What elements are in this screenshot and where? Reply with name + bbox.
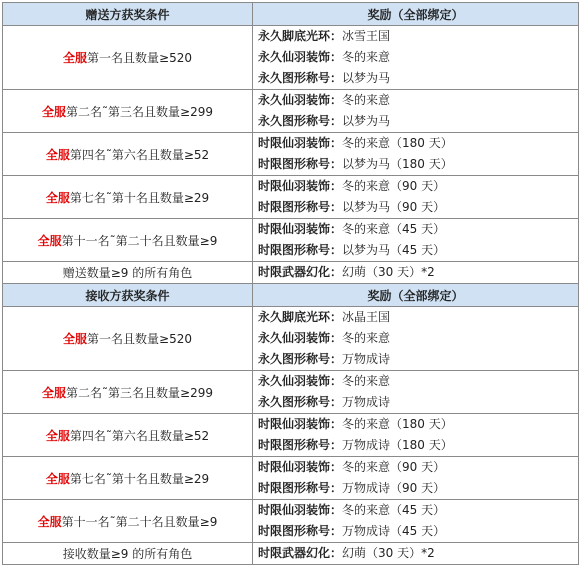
reward-type-label: 时限仙羽装饰： (258, 460, 343, 474)
reward-line (258, 371, 573, 392)
table-row (3, 500, 579, 543)
reward-line (258, 307, 573, 328)
condition-cell (3, 307, 253, 371)
reward-line (258, 521, 573, 542)
reward-line (258, 176, 573, 197)
reward-type-label: 永久仙羽装饰： (258, 331, 343, 345)
condition-cell (3, 414, 253, 457)
reward-cell (253, 26, 579, 90)
reward-type-label: 时限武器幻化： (258, 265, 343, 279)
table-row (3, 414, 579, 457)
reward-item-name: 以梦为马 (342, 71, 391, 85)
reward-line (258, 240, 573, 261)
reward-item-name: 万物成诗 (342, 395, 391, 409)
reward-type-label: 永久脚底光环： (258, 29, 343, 43)
server-wide-highlight: 全服 (45, 190, 70, 205)
reward-column-header: 奖励（全部绑定） (253, 284, 579, 307)
reward-line (258, 500, 573, 521)
condition-cell (3, 262, 253, 284)
table-row (3, 307, 579, 371)
reward-item-name: 以梦为马 (342, 114, 391, 128)
reward-type-label: 永久仙羽装饰： (258, 93, 343, 107)
reward-line (258, 68, 573, 89)
reward-column-header: 奖励（全部绑定） (253, 3, 579, 26)
server-wide-highlight: 全服 (42, 104, 67, 119)
rewards-table-body (3, 3, 579, 565)
server-wide-highlight: 全服 (37, 233, 62, 248)
reward-item-name: 以梦为马（45 天） (342, 243, 446, 257)
condition-text: 第四名˜第六名且数量≥52 (69, 428, 210, 443)
reward-item-name: 冬的来意 (342, 93, 391, 107)
rewards-table (2, 2, 579, 565)
condition-text: 接收数量≥9 的所有角色 (62, 547, 193, 561)
condition-cell (3, 90, 253, 133)
reward-cell (253, 262, 579, 284)
server-wide-highlight: 全服 (63, 332, 88, 346)
reward-line (258, 197, 573, 218)
table-row (3, 133, 579, 176)
reward-type-label: 时限仙羽装饰： (258, 179, 343, 193)
reward-type-label: 时限仙羽装饰： (258, 417, 343, 431)
reward-line (258, 111, 573, 132)
server-wide-highlight: 全服 (42, 385, 67, 400)
reward-line (258, 328, 573, 349)
reward-line (258, 435, 573, 456)
reward-type-label: 时限图形称号： (258, 481, 343, 495)
reward-type-label: 时限仙羽装饰： (258, 222, 343, 236)
reward-item-name: 冬的来意（45 天） (342, 222, 446, 236)
reward-item-name: 冬的来意 (342, 50, 391, 64)
reward-cell (253, 414, 579, 457)
condition-cell (3, 176, 253, 219)
reward-item-name: 冬的来意（90 天） (342, 179, 446, 193)
condition-column-header: 接收方获奖条件 (3, 284, 253, 307)
table-row (3, 457, 579, 500)
condition-cell (3, 543, 253, 565)
table-row (3, 262, 579, 284)
reward-item-name: 幻萌（30 天）*2 (342, 265, 435, 279)
reward-type-label: 时限图形称号： (258, 243, 343, 257)
reward-line (258, 154, 573, 175)
reward-cell (253, 90, 579, 133)
reward-item-name: 冬的来意（45 天） (342, 503, 446, 517)
condition-cell (3, 26, 253, 90)
server-wide-highlight: 全服 (45, 471, 70, 486)
reward-type-label: 时限图形称号： (258, 524, 343, 538)
reward-type-label: 时限图形称号： (258, 200, 343, 214)
reward-line (258, 349, 573, 370)
reward-cell (253, 457, 579, 500)
section-header-row (3, 284, 579, 307)
reward-item-name: 万物成诗（90 天） (342, 481, 446, 495)
server-wide-highlight: 全服 (63, 51, 88, 65)
reward-line (258, 414, 573, 435)
reward-line (258, 478, 573, 499)
reward-cell (253, 500, 579, 543)
reward-type-label: 永久图形称号： (258, 395, 343, 409)
table-row (3, 219, 579, 262)
reward-cell (253, 133, 579, 176)
reward-type-label: 时限图形称号： (258, 157, 343, 171)
reward-line (258, 26, 573, 47)
reward-line (258, 133, 573, 154)
reward-line (258, 457, 573, 478)
reward-item-name: 冰雪王国 (342, 29, 391, 43)
table-row (3, 371, 579, 414)
reward-type-label: 永久脚底光环： (258, 310, 343, 324)
reward-line (258, 262, 573, 283)
condition-text: 第一名且数量≥520 (87, 51, 192, 65)
condition-text: 第七名˜第十名且数量≥29 (69, 190, 210, 205)
table-row (3, 26, 579, 90)
reward-type-label: 时限图形称号： (258, 438, 343, 452)
reward-item-name: 万物成诗 (342, 352, 391, 366)
condition-cell (3, 133, 253, 176)
condition-cell (3, 457, 253, 500)
reward-item-name: 以梦为马（90 天） (342, 200, 446, 214)
table-row (3, 176, 579, 219)
condition-cell (3, 500, 253, 543)
reward-type-label: 永久图形称号： (258, 352, 343, 366)
server-wide-highlight: 全服 (37, 514, 62, 529)
condition-cell (3, 371, 253, 414)
condition-text: 第十一名˜第二十名且数量≥9 (61, 233, 218, 248)
condition-text: 赠送数量≥9 的所有角色 (62, 266, 193, 280)
reward-line (258, 219, 573, 240)
reward-cell (253, 543, 579, 565)
reward-line (258, 90, 573, 111)
reward-type-label: 永久图形称号： (258, 71, 343, 85)
reward-line (258, 47, 573, 68)
reward-item-name: 冰晶王国 (342, 310, 391, 324)
condition-text: 第一名且数量≥520 (87, 332, 192, 346)
reward-line (258, 392, 573, 413)
reward-type-label: 时限仙羽装饰： (258, 503, 343, 517)
reward-item-name: 冬的来意（90 天） (342, 460, 446, 474)
reward-item-name: 以梦为马（180 天） (342, 157, 453, 171)
reward-type-label: 永久仙羽装饰： (258, 374, 343, 388)
condition-text: 第二名˜第三名且数量≥299 (66, 385, 213, 400)
reward-type-label: 永久仙羽装饰： (258, 50, 343, 64)
condition-cell (3, 219, 253, 262)
condition-column-header: 赠送方获奖条件 (3, 3, 253, 26)
reward-type-label: 时限仙羽装饰： (258, 136, 343, 150)
reward-item-name: 幻萌（30 天）*2 (342, 546, 435, 560)
reward-item-name: 冬的来意 (342, 374, 391, 388)
reward-cell (253, 176, 579, 219)
condition-text: 第二名˜第三名且数量≥299 (66, 104, 213, 119)
reward-cell (253, 219, 579, 262)
reward-line (258, 543, 573, 564)
condition-text: 第十一名˜第二十名且数量≥9 (61, 514, 218, 529)
table-row (3, 543, 579, 565)
condition-text: 第七名˜第十名且数量≥29 (69, 471, 210, 486)
reward-item-name: 冬的来意（180 天） (342, 136, 453, 150)
condition-text: 第四名˜第六名且数量≥52 (69, 147, 210, 162)
server-wide-highlight: 全服 (45, 428, 70, 443)
reward-type-label: 永久图形称号： (258, 114, 343, 128)
reward-type-label: 时限武器幻化： (258, 546, 343, 560)
reward-item-name: 万物成诗（45 天） (342, 524, 446, 538)
reward-item-name: 万物成诗（180 天） (342, 438, 453, 452)
reward-item-name: 冬的来意 (342, 331, 391, 345)
server-wide-highlight: 全服 (45, 147, 70, 162)
reward-item-name: 冬的来意（180 天） (342, 417, 453, 431)
table-row (3, 90, 579, 133)
section-header-row (3, 3, 579, 26)
reward-cell (253, 371, 579, 414)
reward-cell (253, 307, 579, 371)
